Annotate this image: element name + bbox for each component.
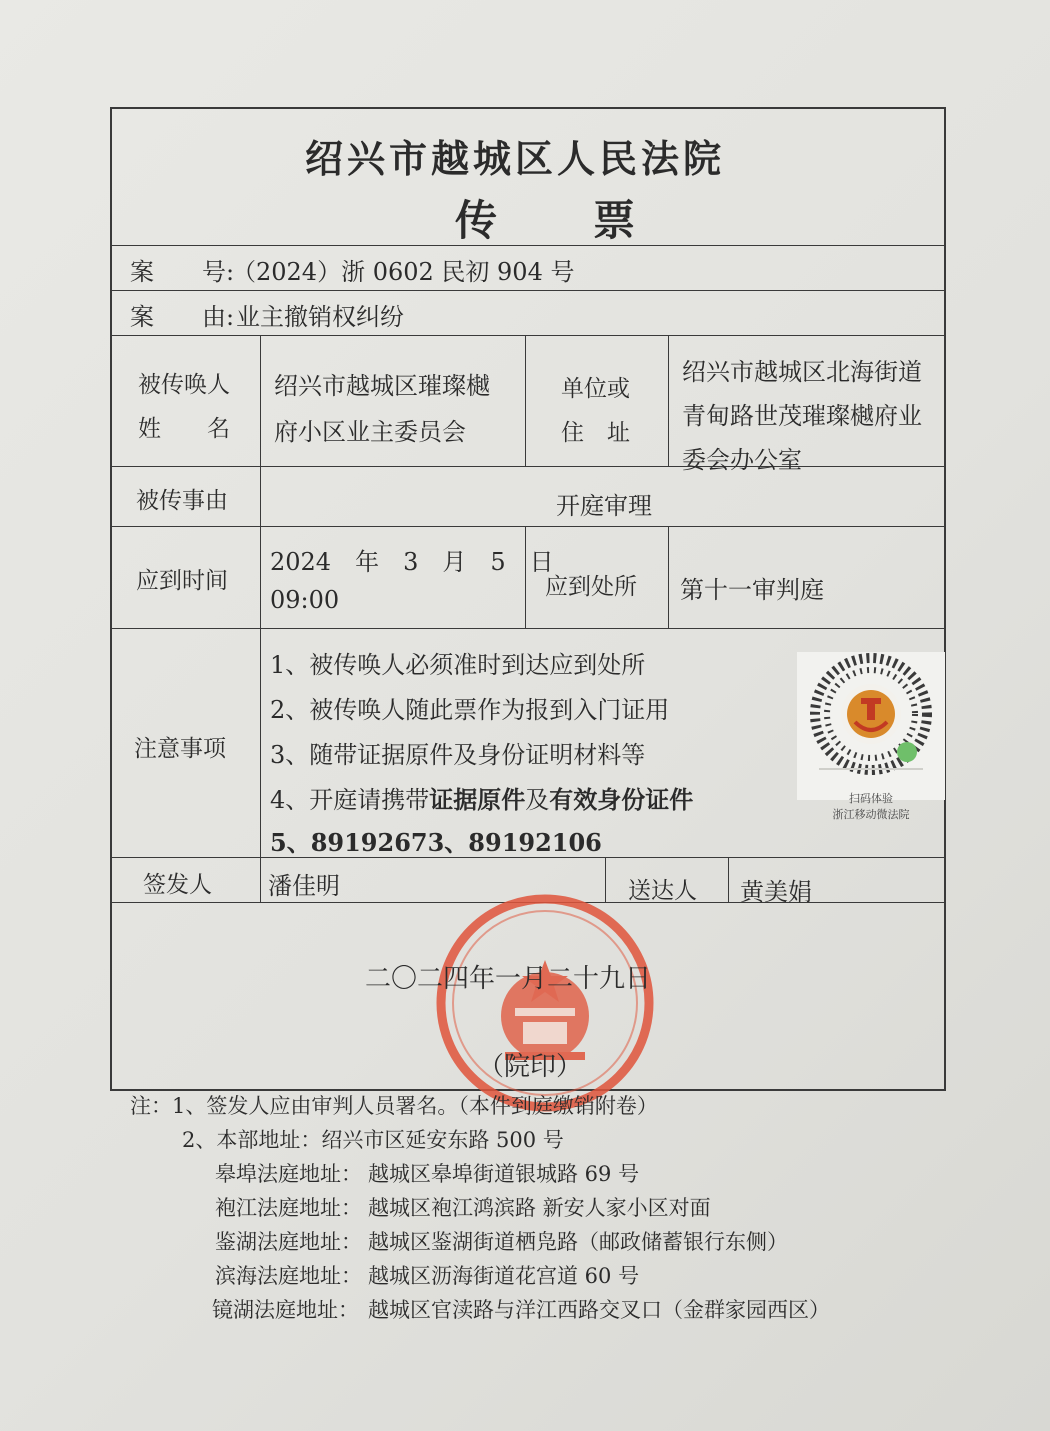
qr-code-icon[interactable] [797, 652, 945, 805]
qr-caption-line1: 扫码体验 [849, 792, 893, 805]
server-value: 黄美娟 [740, 878, 812, 906]
server-label: 送达人 [628, 878, 697, 904]
issuer-value: 潘佳明 [268, 872, 340, 900]
reason-label: 被传事由 [136, 488, 228, 514]
issuer-label: 签发人 [143, 872, 212, 898]
place-label: 应到处所 [545, 574, 637, 600]
summoned-name-line1: 绍兴市越城区璀璨樾 [274, 372, 490, 400]
rule-mid-column-1 [525, 335, 526, 466]
footnote-4-value: 越城区袍江鸿滨路 新安人家小区对面 [368, 1196, 711, 1220]
rule-mid-column-4 [668, 526, 669, 628]
footnote-3-label: 皋埠法庭地址： [215, 1162, 362, 1186]
time-date: 2024 年 3 月 5 日 [270, 548, 554, 576]
place-value: 第十一审判庭 [680, 576, 824, 604]
rule-time-bottom [110, 628, 946, 629]
case-cause-value: 业主撤销权纠纷 [236, 303, 404, 331]
notice-item-1: 1、被传唤人必须准时到达应到处所 [270, 651, 646, 679]
footnote-7-label: 镜湖法庭地址： [212, 1298, 359, 1322]
footnote-1: 注：1、签发人应由审判人员署名。（本件到庭缴销附卷） [130, 1094, 658, 1118]
rule-summoned-bottom [110, 466, 946, 467]
footnote-5-value: 越城区鉴湖街道栖凫路（邮政储蓄银行东侧） [368, 1230, 788, 1254]
case-cause-label: 案 由: [130, 303, 235, 331]
rule-server-right [728, 857, 729, 902]
qr-code-graphic [797, 652, 945, 800]
seal-note: （院印） [478, 1052, 583, 1082]
notice-label: 注意事项 [134, 736, 226, 762]
address-line2: 青甸路世茂璀璨樾府业 [682, 402, 922, 430]
rule-cause-bottom [110, 335, 946, 336]
footnote-7-value: 越城区官渎路与洋江西路交叉口（金群家园西区） [368, 1298, 830, 1322]
issue-date: 二〇二四年一月二十九日 [365, 964, 652, 994]
time-clock: 09:00 [270, 586, 340, 614]
reason-value: 开庭审理 [556, 492, 652, 520]
rule-reason-bottom [110, 526, 946, 527]
notice-item-4-bold-1: 证据原件 [429, 785, 526, 814]
rule-label-column [260, 335, 261, 902]
address-line3: 委会办公室 [682, 446, 802, 474]
notice-item-4-prefix: 4、开庭请携带 [270, 786, 430, 814]
summoned-label-line2: 姓 名 [138, 416, 230, 442]
rule-case-no-bottom [110, 290, 946, 291]
summoned-label-line1: 被传唤人 [138, 372, 230, 398]
address-label-line2: 住 址 [561, 420, 630, 446]
case-number-label: 案 号: [130, 258, 235, 286]
notice-item-3: 3、随带证据原件及身份证明材料等 [270, 741, 646, 769]
case-number-value: （2024）浙 0602 民初 904 号 [232, 258, 575, 286]
court-name: 绍兴市越城区人民法院 [305, 136, 726, 181]
rule-mid-column-2 [668, 335, 669, 466]
notice-item-4-mid: 及 [525, 786, 550, 814]
footnote-4-label: 袍江法庭地址： [215, 1196, 362, 1220]
notice-item-2: 2、被传唤人随此票作为报到入门证用 [270, 696, 670, 724]
footnote-6-value: 越城区沥海街道花宫道 60 号 [368, 1264, 640, 1288]
footnote-5-label: 鉴湖法庭地址： [215, 1230, 362, 1254]
footnote-6-label: 滨海法庭地址： [215, 1264, 362, 1288]
summoned-name-line2: 府小区业主委员会 [274, 418, 466, 446]
time-label: 应到时间 [136, 568, 228, 594]
footnote-3-value: 越城区皋埠街道银城路 69 号 [368, 1162, 640, 1186]
document-title: 传 票 [455, 196, 640, 245]
qr-caption-line2: 浙江移动微法院 [832, 808, 910, 821]
notice-item-5: 5、89192673、89192106 [270, 828, 602, 857]
court-seal-icon [430, 888, 660, 1118]
address-label-line1: 单位或 [561, 376, 630, 402]
notice-item-4-bold-2: 有效身份证件 [549, 785, 694, 814]
notice-item-4 [270, 780, 693, 815]
address-line1: 绍兴市越城区北海街道 [682, 358, 922, 386]
footnote-2: 2、本部地址：绍兴市区延安东路 500 号 [182, 1128, 564, 1152]
